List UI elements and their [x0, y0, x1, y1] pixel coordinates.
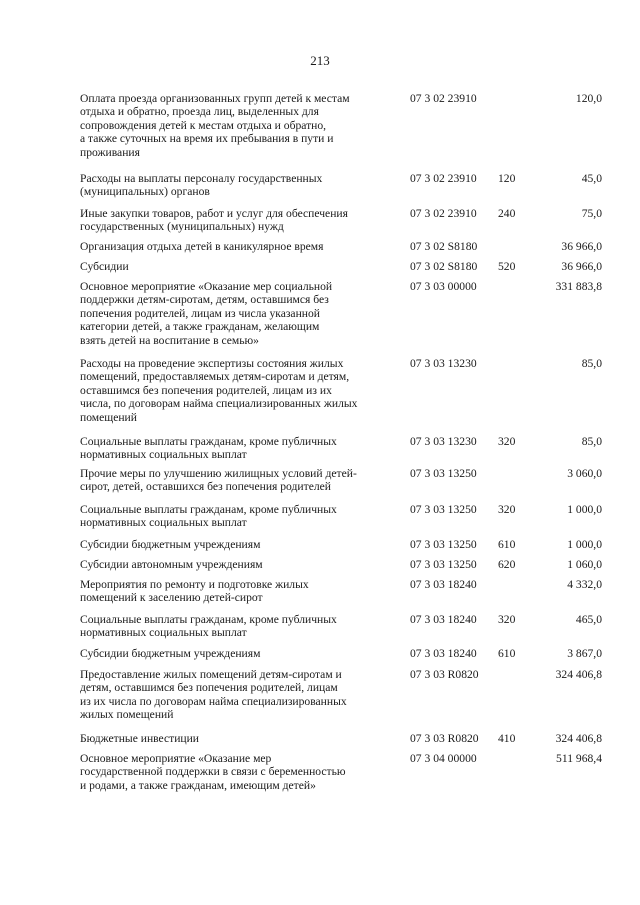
row-code: 07 3 02 S8180	[410, 240, 478, 253]
table-row	[0, 503, 640, 538]
row-description: Основное мероприятие «Оказание мер социальной поддержки детям-сиротам, детям, оставшимся без попечения родителей, лицам из числа указанной категории детей, а также гражданам, желающим взять детей на воспитание в семью»	[80, 280, 333, 347]
row-amount: 3 060,0	[567, 467, 602, 480]
table-row	[0, 207, 640, 240]
table-row	[0, 752, 640, 812]
row-description: Социальные выплаты гражданам, кроме публичных нормативных социальных выплат	[80, 503, 337, 530]
table-row	[0, 558, 640, 578]
row-amount: 85,0	[581, 435, 602, 448]
row-expense-type: 120	[498, 172, 516, 185]
row-expense-type: 410	[498, 732, 516, 745]
row-description: Мероприятия по ремонту и подготовке жилых помещений к заселению детей-сирот	[80, 578, 309, 605]
row-description: Иные закупки товаров, работ и услуг для обеспечения государственных (муниципальных) нужд	[80, 207, 348, 234]
table-row	[0, 613, 640, 647]
row-code: 07 3 03 18240	[410, 647, 477, 660]
row-description: Предоставление жилых помещений детям-сиротам и детям, оставшимся без попечения родителей, лицам из их числа по договорам найма специализированных жилых помещений	[80, 668, 347, 722]
row-amount: 1 000,0	[567, 503, 602, 516]
row-amount: 75,0	[581, 207, 602, 220]
table-row	[0, 732, 640, 752]
row-code: 07 3 03 R0820	[410, 668, 479, 681]
table-row	[0, 172, 640, 207]
row-code: 07 3 02 23910	[410, 207, 477, 220]
row-amount: 45,0	[581, 172, 602, 185]
row-code: 07 3 03 13230	[410, 357, 477, 370]
row-description: Социальные выплаты гражданам, кроме публичных нормативных социальных выплат	[80, 435, 337, 462]
row-amount: 36 966,0	[561, 260, 602, 273]
row-amount: 324 406,8	[555, 732, 602, 745]
row-code: 07 3 02 S8180	[410, 260, 478, 273]
row-description: Организация отдыха детей в каникулярное время	[80, 240, 324, 253]
row-amount: 465,0	[575, 613, 602, 626]
row-description: Расходы на проведение экспертизы состояния жилых помещений, предоставляемых детям-сиротам и детям, оставшимся без попечения родителей, лицам из их числа, по договорам найма специализированных жилых помещений	[80, 357, 358, 424]
table-row	[0, 435, 640, 467]
row-amount: 324 406,8	[555, 668, 602, 681]
row-code: 07 3 02 23910	[410, 172, 477, 185]
table-row	[0, 280, 640, 357]
row-expense-type: 610	[498, 538, 516, 551]
row-amount: 511 968,4	[556, 752, 602, 765]
row-description: Расходы на выплаты персоналу государственных (муниципальных) органов	[80, 172, 323, 199]
row-code: 07 3 04 00000	[410, 752, 477, 765]
table-row	[0, 240, 640, 260]
row-code: 07 3 03 R0820	[410, 732, 479, 745]
table-row	[0, 260, 640, 280]
row-amount: 331 883,8	[555, 280, 602, 293]
row-amount: 1 060,0	[567, 558, 602, 571]
row-description: Субсидии автономным учреждениям	[80, 558, 263, 571]
row-code: 07 3 03 13230	[410, 435, 477, 448]
row-amount: 120,0	[575, 92, 602, 105]
row-code: 07 3 02 23910	[410, 92, 477, 105]
row-code: 07 3 03 00000	[410, 280, 477, 293]
table-row	[0, 92, 640, 172]
page-number: 213	[310, 53, 330, 68]
row-description: Основное мероприятие «Оказание мер государственной поддержки в связи с беременностью и родами, а также гражданам, имеющим детей»	[80, 752, 346, 792]
row-code: 07 3 03 13250	[410, 503, 477, 516]
row-description: Субсидии бюджетным учреждениям	[80, 647, 261, 660]
row-description: Прочие меры по улучшению жилищных условий детей- сирот, детей, оставшихся без попечения родителей	[80, 467, 357, 494]
row-expense-type: 320	[498, 503, 516, 516]
table-row	[0, 578, 640, 613]
row-code: 07 3 03 13250	[410, 467, 477, 480]
row-expense-type: 610	[498, 647, 516, 660]
row-amount: 1 000,0	[567, 538, 602, 551]
table-row	[0, 357, 640, 435]
row-description: Бюджетные инвестиции	[80, 732, 200, 745]
row-expense-type: 240	[498, 207, 516, 220]
row-description: Социальные выплаты гражданам, кроме публичных нормативных социальных выплат	[80, 613, 337, 640]
row-code: 07 3 03 18240	[410, 578, 477, 591]
row-amount: 3 867,0	[567, 647, 602, 660]
row-expense-type: 320	[498, 613, 516, 626]
row-description: Субсидии бюджетным учреждениям	[80, 538, 261, 551]
row-expense-type: 320	[498, 435, 516, 448]
row-code: 07 3 03 13250	[410, 558, 477, 571]
table-row	[0, 467, 640, 503]
row-amount: 4 332,0	[567, 578, 602, 591]
row-amount: 85,0	[581, 357, 602, 370]
table-row	[0, 647, 640, 668]
table-row	[0, 538, 640, 558]
table-row	[0, 668, 640, 732]
row-code: 07 3 03 13250	[410, 538, 477, 551]
row-description: Оплата проезда организованных групп детей к местам отдыха и обратно, проезда лиц, выделенных для сопровождения детей к местам отдыха и обратно, а также суточных на время их пребывания в пути и проживания	[80, 92, 350, 159]
row-expense-type: 520	[498, 260, 516, 273]
row-description: Субсидии	[80, 260, 129, 273]
row-expense-type: 620	[498, 558, 516, 571]
row-code: 07 3 03 18240	[410, 613, 477, 626]
row-amount: 36 966,0	[561, 240, 602, 253]
